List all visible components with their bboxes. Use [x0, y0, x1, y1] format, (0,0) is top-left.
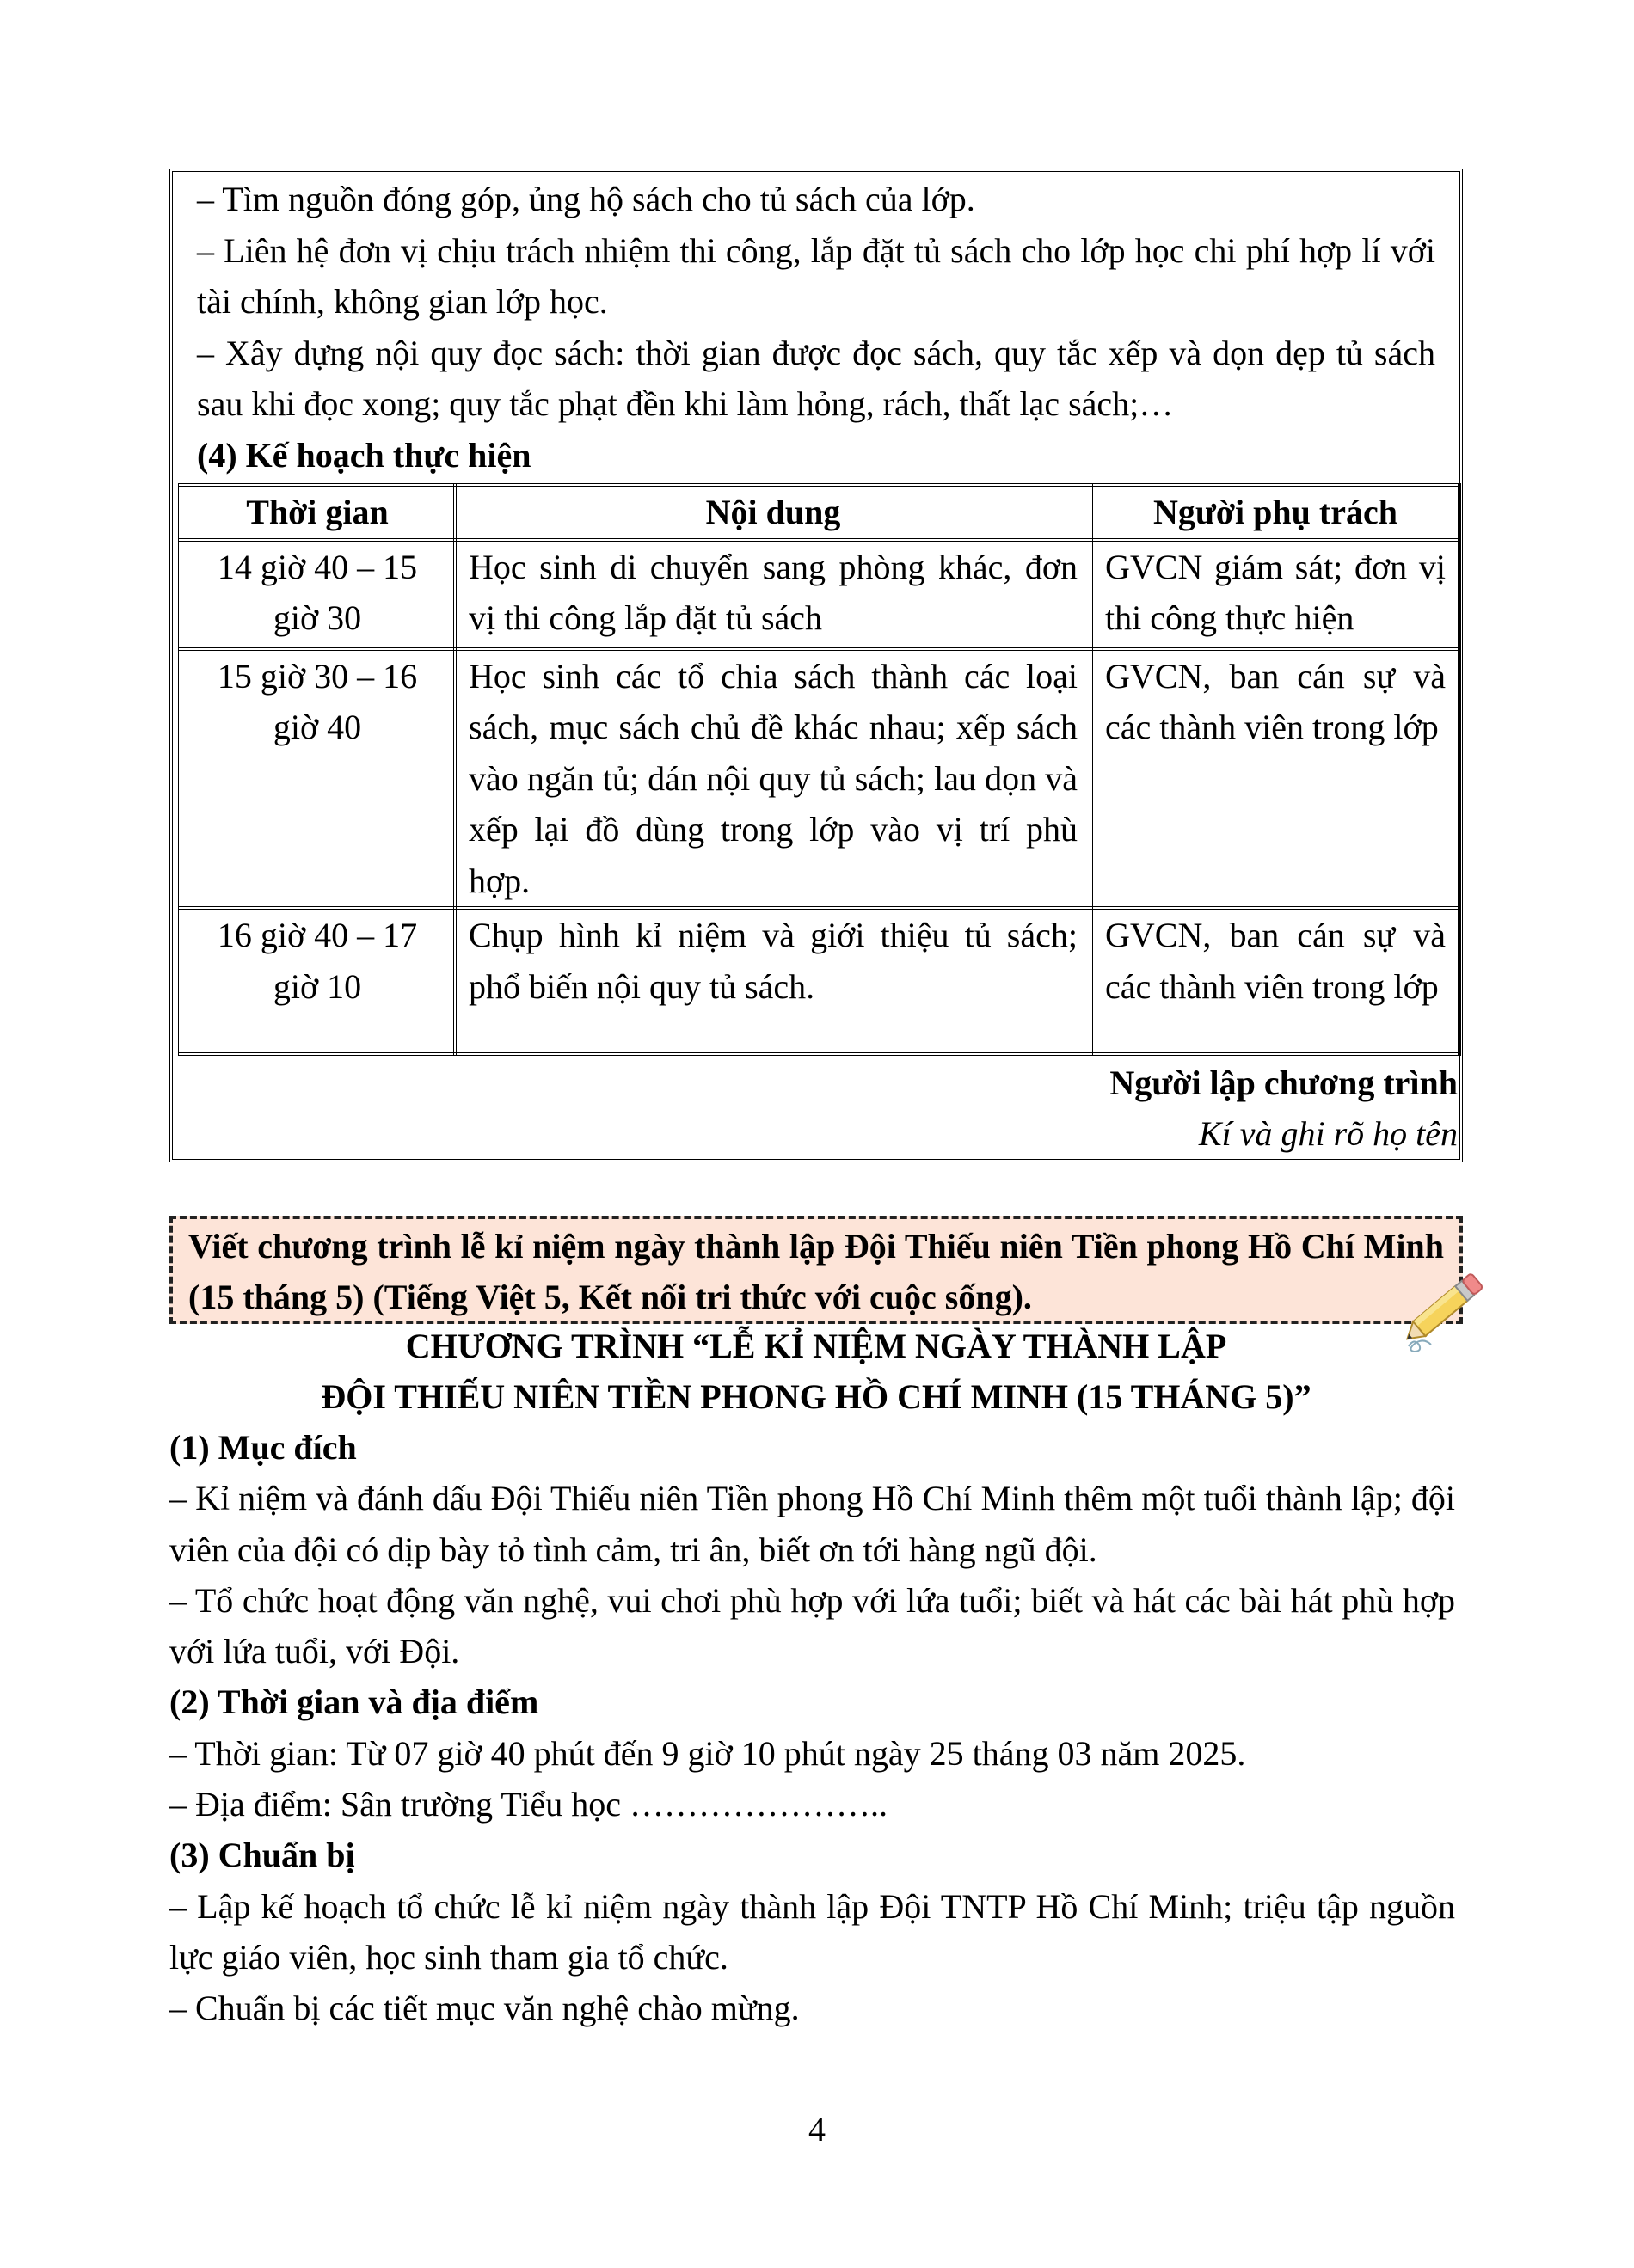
signature-block [1109, 1057, 1458, 1159]
header-time: Thời gian [180, 485, 455, 540]
table-header-row [180, 485, 1459, 540]
cell-content: Học sinh các tổ chia sách thành các loại sách, mục sách chủ đề khác nhau; xếp sách vào ngăn tủ; dán nội quy tủ sách; lau dọn và xếp lại đồ dùng trong lớp vào vị trí phù hợp. [455, 649, 1091, 909]
plan-title: (4) Kế hoạch thực hiện [197, 435, 531, 475]
frame-line: – Tìm nguồn đóng góp, ủng hộ sách cho tủ sách của lớp. [197, 180, 975, 218]
header-owner: Người phụ trách [1091, 485, 1459, 540]
section-item: – Địa điểm: Sân trường Tiểu học ………………….. [169, 1785, 888, 1824]
plan-table [178, 483, 1461, 1056]
plan-frame [169, 169, 1463, 1162]
section-heading: (3) Chuẩn bị [169, 1836, 355, 1875]
cell-content: Học sinh di chuyển sang phòng khác, đơn vị thi công lắp đặt tủ sách [455, 540, 1091, 649]
frame-text [197, 174, 1435, 481]
cell-owner: GVCN, ban cán sự và các thành viên trong lớp [1091, 649, 1459, 909]
section-heading: (2) Thời gian và địa điểm [169, 1683, 539, 1722]
section-item: – Chuẩn bị các tiết mục văn nghệ chào mừng. [169, 1989, 800, 2028]
table-row [180, 908, 1459, 1054]
table-row [180, 649, 1459, 909]
signer-note: Kí và ghi rõ họ tên [1198, 1114, 1458, 1153]
program-body [169, 1422, 1455, 2034]
task-box: Viết chương trình lễ kỉ niệm ngày thành lập Đội Thiếu niên Tiền phong Hồ Chí Minh (15 tháng 5) (Tiếng Việt 5, Kết nối tri thức với cuộc sống). [169, 1216, 1463, 1324]
program-title-line: ĐỘI THIẾU NIÊN TIỀN PHONG HỒ CHÍ MINH (15 THÁNG 5)” [321, 1377, 1312, 1416]
table-row [180, 540, 1459, 649]
section-item: – Thời gian: Từ 07 giờ 40 phút đến 9 giờ 10 phút ngày 25 tháng 03 năm 2025. [169, 1733, 1246, 1773]
cell-time: 15 giờ 30 – 16 giờ 40 [180, 649, 455, 909]
cell-owner: GVCN, ban cán sự và các thành viên trong lớp [1091, 908, 1459, 1054]
program-title [169, 1321, 1463, 1422]
section-item: – Lập kế hoạch tổ chức lễ kỉ niệm ngày thành lập Đội TNTP Hồ Chí Minh; triệu tập nguồn lực giáo viên, học sinh tham gia tổ chức. [169, 1886, 1455, 1977]
header-content: Nội dung [455, 485, 1091, 540]
section-item: – Tổ chức hoạt động văn nghệ, vui chơi phù hợp với lứa tuổi; biết và hát các bài hát phù hợp với lứa tuổi, với Đội. [169, 1580, 1455, 1671]
cell-time: 16 giờ 40 – 17 giờ 10 [180, 908, 455, 1054]
section-heading: (1) Mục đích [169, 1428, 357, 1467]
page-number: 4 [808, 2110, 826, 2148]
cell-content: Chụp hình kỉ niệm và giới thiệu tủ sách; phổ biến nội quy tủ sách. [455, 908, 1091, 1054]
frame-line: – Liên hệ đơn vị chịu trách nhiệm thi công, lắp đặt tủ sách cho lớp học chi phí hợp lí với tài chính, không gian lớp học. [197, 230, 1435, 321]
frame-line: – Xây dựng nội quy đọc sách: thời gian được đọc sách, quy tắc xếp và dọn dẹp tủ sách sau khi đọc xong; quy tắc phạt đền khi làm hỏng, rách, thất lạc sách;… [197, 333, 1435, 423]
signer-title: Người lập chương trình [1109, 1064, 1458, 1102]
section-item: – Kỉ niệm và đánh dấu Đội Thiếu niên Tiền phong Hồ Chí Minh thêm một tuổi thành lập; đội viên của đội có dịp bày tỏ tình cảm, tri ân, biết ơn tới hàng ngũ đội. [169, 1479, 1455, 1569]
program-title-line: CHƯƠNG TRÌNH “LỄ KỈ NIỆM NGÀY THÀNH LẬP [405, 1327, 1227, 1365]
cell-owner: GVCN giám sát; đơn vị thi công thực hiện [1091, 540, 1459, 649]
cell-time: 14 giờ 40 – 15 giờ 30 [180, 540, 455, 649]
